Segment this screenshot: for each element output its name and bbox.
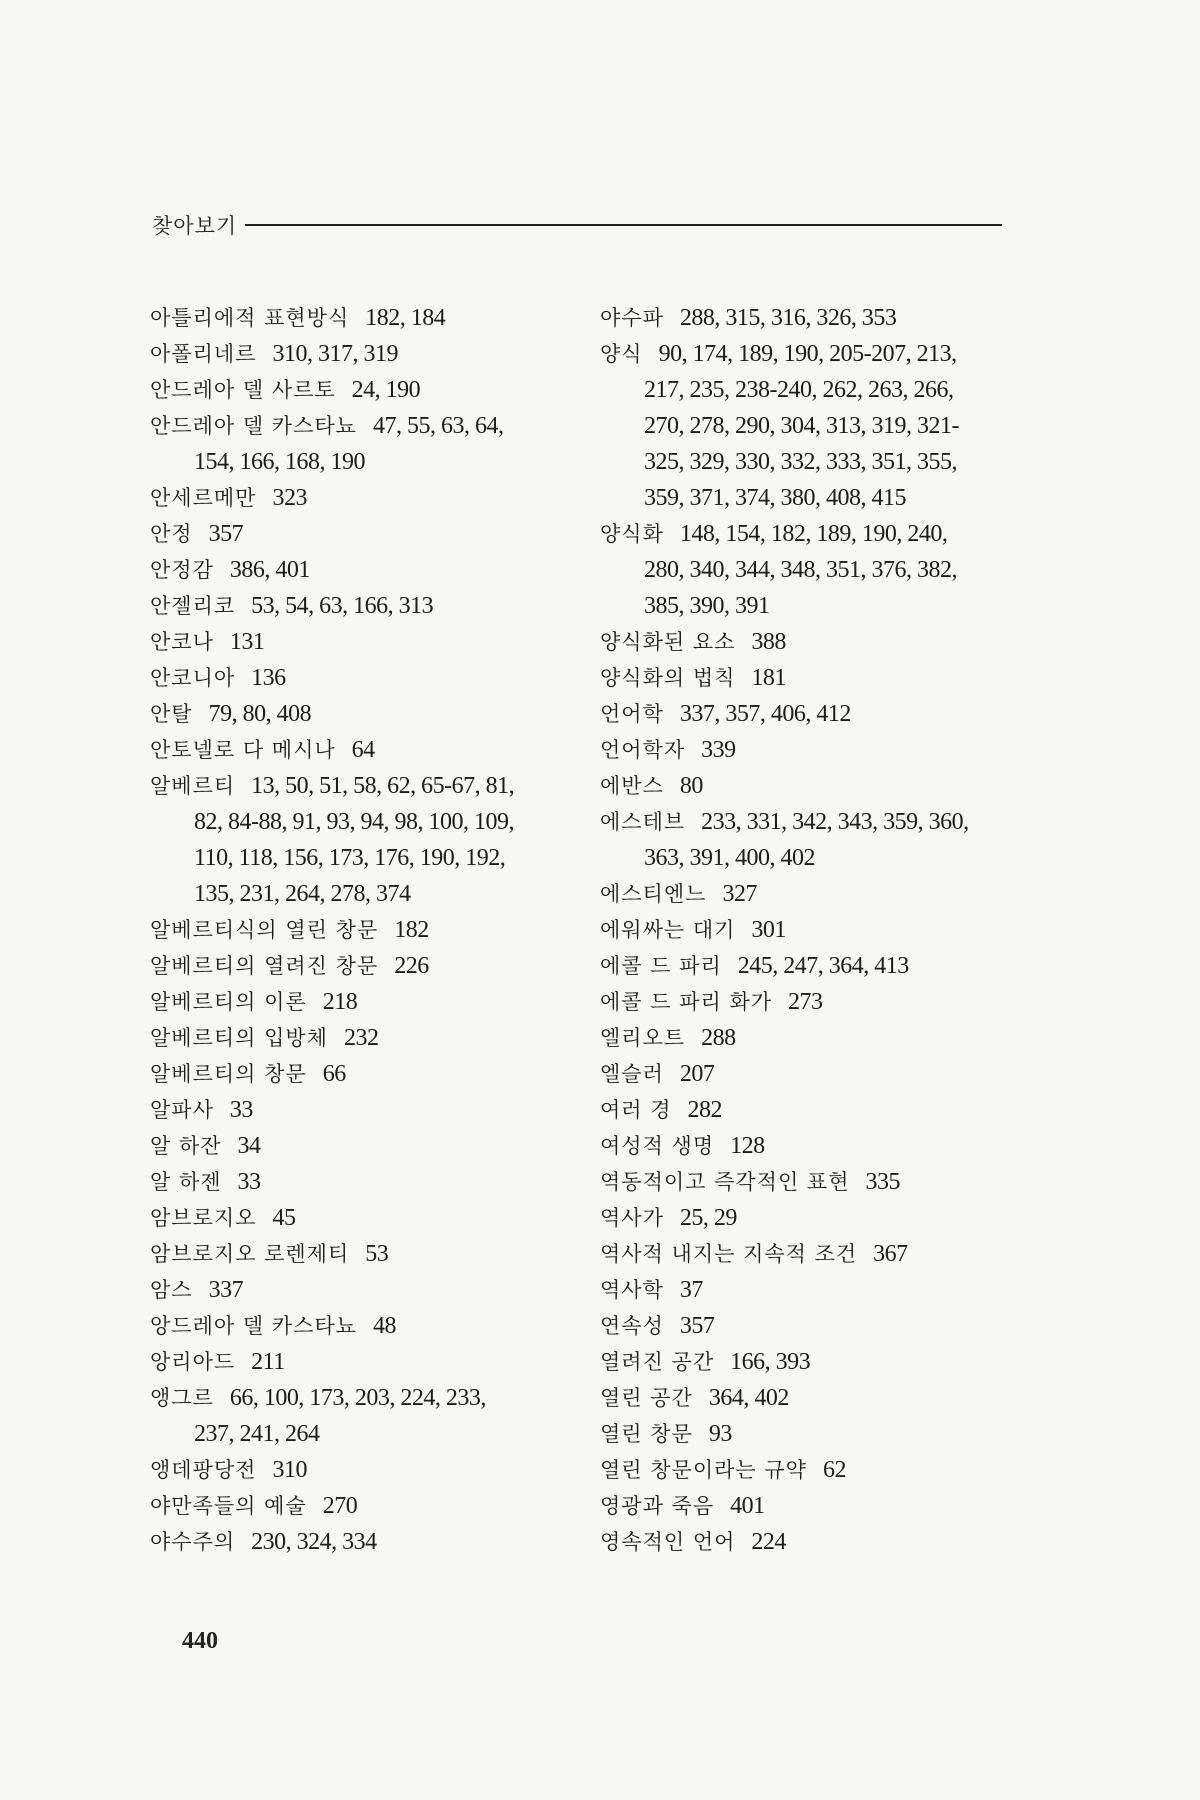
index-entry-continuation-line xyxy=(622,372,1020,408)
index-page-refs: 335 xyxy=(865,1169,900,1195)
index-entry xyxy=(600,1056,1020,1092)
index-page-refs: 388 xyxy=(751,629,786,655)
index-entry xyxy=(150,1020,570,1056)
index-term: 여성적 생명 xyxy=(600,1134,715,1158)
index-entry-first-line xyxy=(150,1452,570,1488)
index-entry-first-line xyxy=(150,1056,570,1092)
index-page-refs: 93 xyxy=(708,1421,732,1447)
index-entry xyxy=(600,1236,1020,1272)
index-page-refs: 62 xyxy=(822,1457,846,1483)
index-term: 안코니아 xyxy=(150,666,236,690)
index-entry xyxy=(600,1452,1020,1488)
index-term: 양식화 xyxy=(600,522,664,546)
index-entry-first-line xyxy=(150,516,570,552)
index-entry xyxy=(150,1056,570,1092)
index-entry-first-line xyxy=(150,300,570,336)
index-term: 양식화된 요소 xyxy=(600,630,736,654)
index-entry xyxy=(150,1524,570,1560)
index-entry xyxy=(150,1164,570,1200)
index-entry xyxy=(150,984,570,1020)
index-entry xyxy=(600,660,1020,696)
index-page-refs: 385, 390, 391 xyxy=(644,593,770,619)
index-page-refs: 325, 329, 330, 332, 333, 351, 355, xyxy=(644,449,957,475)
index-page-refs: 53 xyxy=(365,1241,389,1267)
index-term: 야수주의 xyxy=(150,1530,236,1554)
index-page-refs: 282 xyxy=(687,1097,723,1123)
index-page-refs: 357 xyxy=(679,1313,715,1339)
index-entry-first-line xyxy=(600,1272,1020,1308)
index-entry-first-line xyxy=(150,552,570,588)
index-entry xyxy=(150,660,570,696)
index-entry xyxy=(150,588,570,624)
index-term: 알베르티식의 열린 창문 xyxy=(150,918,379,942)
index-term: 아틀리에적 표현방식 xyxy=(150,306,350,330)
index-entry xyxy=(600,1488,1020,1524)
index-entry-first-line xyxy=(150,336,570,372)
index-term: 에콜 드 파리 xyxy=(600,954,722,978)
index-entry-first-line xyxy=(600,1308,1020,1344)
index-entry-first-line xyxy=(600,1524,1020,1560)
index-term: 암브로지오 xyxy=(150,1206,257,1230)
index-entry-first-line xyxy=(150,984,570,1020)
index-entry-first-line xyxy=(600,984,1020,1020)
index-entry-first-line xyxy=(150,408,570,444)
index-term: 엘슬러 xyxy=(600,1062,664,1086)
index-entry xyxy=(150,1380,570,1452)
index-term: 안정감 xyxy=(150,558,214,582)
index-term: 엘리오트 xyxy=(600,1026,686,1050)
index-entry-first-line xyxy=(150,1344,570,1380)
index-page-refs: 34 xyxy=(237,1133,261,1159)
index-entry xyxy=(600,948,1020,984)
index-page-refs: 82, 84-88, 91, 93, 94, 98, 100, 109, xyxy=(194,809,514,835)
index-entry-first-line xyxy=(600,1092,1020,1128)
index-entry xyxy=(600,1524,1020,1560)
index-page-refs: 90, 174, 189, 190, 205-207, 213, xyxy=(658,341,957,367)
index-term: 열린 창문이라는 규약 xyxy=(600,1458,807,1482)
index-term: 에반스 xyxy=(600,774,664,798)
index-entry-first-line xyxy=(150,1524,570,1560)
index-page-refs: 323 xyxy=(272,485,307,511)
index-entry-first-line xyxy=(150,588,570,624)
index-page-refs: 226 xyxy=(394,953,429,979)
index-page-refs: 131 xyxy=(229,629,265,655)
index-term: 열려진 공간 xyxy=(600,1350,715,1374)
index-page-refs: 337, 357, 406, 412 xyxy=(679,701,851,727)
index-page-refs: 310, 317, 319 xyxy=(272,341,398,367)
index-entry-first-line xyxy=(600,660,1020,696)
index-page-refs: 33 xyxy=(237,1169,261,1195)
index-entry-first-line xyxy=(150,1164,570,1200)
index-page-refs: 301 xyxy=(751,917,786,943)
index-entry-first-line xyxy=(150,660,570,696)
index-entry-first-line xyxy=(150,1236,570,1272)
index-term: 언어학 xyxy=(600,702,664,726)
index-entry-first-line xyxy=(600,696,1020,732)
index-page-refs: 233, 331, 342, 343, 359, 360, xyxy=(701,809,969,835)
index-entry-continuation-line xyxy=(622,444,1020,480)
index-entry xyxy=(600,984,1020,1020)
index-entry-first-line xyxy=(600,1488,1020,1524)
index-term: 알베르티의 이론 xyxy=(150,990,307,1014)
index-entry-first-line xyxy=(150,912,570,948)
index-entry-continuation-line xyxy=(172,804,570,840)
index-page-refs: 135, 231, 264, 278, 374 xyxy=(194,881,411,907)
index-term: 알 하젠 xyxy=(150,1170,222,1194)
index-page-refs: 367 xyxy=(873,1241,908,1267)
index-page-refs: 327 xyxy=(722,881,757,907)
index-entry-continuation-line xyxy=(172,840,570,876)
index-entry-first-line xyxy=(150,372,570,408)
index-entry-first-line xyxy=(150,768,570,804)
index-entry-first-line xyxy=(150,1020,570,1056)
index-entry-first-line xyxy=(150,1272,570,1308)
index-term: 앙드레아 델 카스타뇨 xyxy=(150,1314,357,1338)
index-page-refs: 182, 184 xyxy=(365,305,446,331)
index-entry xyxy=(150,1128,570,1164)
index-entry xyxy=(150,1272,570,1308)
index-entry-first-line xyxy=(600,624,1020,660)
index-page-refs: 66 xyxy=(322,1061,346,1087)
index-entry-first-line xyxy=(600,768,1020,804)
index-page-refs: 80 xyxy=(679,773,703,799)
page-header xyxy=(152,210,1002,240)
index-entry xyxy=(150,1344,570,1380)
index-entry-first-line xyxy=(600,1236,1020,1272)
index-page-refs: 182 xyxy=(394,917,429,943)
index-term: 앵데팡당전 xyxy=(150,1458,257,1482)
index-term: 열린 창문 xyxy=(600,1422,693,1446)
index-page-refs: 237, 241, 264 xyxy=(194,1421,320,1447)
index-entry-first-line xyxy=(600,1200,1020,1236)
index-term: 암스 xyxy=(150,1278,193,1302)
index-entry xyxy=(600,516,1020,624)
index-term: 알베르티의 열려진 창문 xyxy=(150,954,379,978)
index-entry-first-line xyxy=(600,516,1020,552)
index-term: 역사학 xyxy=(600,1278,664,1302)
index-entry-continuation-line xyxy=(622,408,1020,444)
index-page-refs: 13, 50, 51, 58, 62, 65-67, 81, xyxy=(251,773,515,799)
index-entry xyxy=(150,768,570,912)
index-page-refs: 53, 54, 63, 166, 313 xyxy=(251,593,434,619)
index-page-refs: 218 xyxy=(322,989,358,1015)
index-page-refs: 211 xyxy=(251,1349,285,1375)
index-term: 안드레아 델 카스타뇨 xyxy=(150,414,357,438)
index-entry xyxy=(150,912,570,948)
index-page-refs: 310 xyxy=(272,1457,307,1483)
index-entry xyxy=(150,516,570,552)
index-entry xyxy=(150,624,570,660)
index-entry-first-line xyxy=(600,876,1020,912)
index-page-refs: 270, 278, 290, 304, 313, 319, 321- xyxy=(644,413,959,439)
index-page-refs: 224 xyxy=(751,1529,786,1555)
index-entry-first-line xyxy=(150,1308,570,1344)
index-term: 안드레아 델 사르토 xyxy=(150,378,336,402)
index-page-refs: 45 xyxy=(272,1205,296,1231)
index-entry-first-line xyxy=(600,732,1020,768)
index-page-refs: 37 xyxy=(679,1277,703,1303)
index-page-refs: 232 xyxy=(343,1025,379,1051)
index-entry-first-line xyxy=(600,1164,1020,1200)
index-page-refs: 273 xyxy=(788,989,823,1015)
index-page-refs: 47, 55, 63, 64, xyxy=(372,413,504,439)
header-rule xyxy=(245,224,1002,226)
section-title: 찾아보기 xyxy=(152,214,238,238)
index-page-refs: 25, 29 xyxy=(679,1205,737,1231)
index-page-refs: 230, 324, 334 xyxy=(251,1529,377,1555)
index-term: 역사적 내지는 지속적 조건 xyxy=(600,1242,858,1266)
index-entry-continuation-line xyxy=(622,840,1020,876)
index-page-refs: 357 xyxy=(208,521,244,547)
index-entry xyxy=(600,1416,1020,1452)
index-term: 영광과 죽음 xyxy=(600,1494,715,1518)
index-entry-first-line xyxy=(600,1344,1020,1380)
index-page-refs: 339 xyxy=(701,737,736,763)
index-entry-first-line xyxy=(600,912,1020,948)
index-term: 안세르메만 xyxy=(150,486,257,510)
index-term: 야수파 xyxy=(600,306,664,330)
index-term: 언어학자 xyxy=(600,738,686,762)
index-entry xyxy=(600,1200,1020,1236)
index-term: 역동적이고 즉각적인 표현 xyxy=(600,1170,850,1194)
index-page-refs: 79, 80, 408 xyxy=(208,701,312,727)
index-term: 에스티엔느 xyxy=(600,882,707,906)
index-entry xyxy=(150,1200,570,1236)
index-entry xyxy=(600,768,1020,804)
index-page-refs: 24, 190 xyxy=(351,377,421,403)
index-page-refs: 136 xyxy=(251,665,286,691)
index-term: 앵그르 xyxy=(150,1386,214,1410)
index-entry xyxy=(600,624,1020,660)
index-page-refs: 245, 247, 364, 413 xyxy=(737,953,909,979)
index-page-refs: 148, 154, 182, 189, 190, 240, xyxy=(679,521,948,547)
index-page-refs: 359, 371, 374, 380, 408, 415 xyxy=(644,485,906,511)
index-term: 야만족들의 예술 xyxy=(150,1494,307,1518)
index-entry xyxy=(600,696,1020,732)
index-entry xyxy=(150,480,570,516)
index-entry xyxy=(150,948,570,984)
index-entry xyxy=(600,336,1020,516)
index-entry xyxy=(600,1344,1020,1380)
index-entry xyxy=(600,1020,1020,1056)
index-entry-first-line xyxy=(600,1380,1020,1416)
index-entry-continuation-line xyxy=(622,588,1020,624)
index-term: 여러 경 xyxy=(600,1098,672,1122)
index-term: 에스테브 xyxy=(600,810,686,834)
index-entry xyxy=(150,372,570,408)
index-entry-first-line xyxy=(150,732,570,768)
index-entry xyxy=(600,1380,1020,1416)
index-page-refs: 66, 100, 173, 203, 224, 233, xyxy=(229,1385,486,1411)
index-entry-first-line xyxy=(600,1128,1020,1164)
index-entry xyxy=(600,732,1020,768)
index-page-refs: 48 xyxy=(372,1313,396,1339)
index-entry-first-line xyxy=(600,804,1020,840)
index-entry xyxy=(150,300,570,336)
index-term: 양식 xyxy=(600,342,643,366)
index-term: 양식화의 법칙 xyxy=(600,666,736,690)
index-entry xyxy=(150,1488,570,1524)
index-page-refs: 280, 340, 344, 348, 351, 376, 382, xyxy=(644,557,957,583)
index-page-refs: 288, 315, 316, 326, 353 xyxy=(679,305,897,331)
index-entry-first-line xyxy=(600,336,1020,372)
index-entry xyxy=(600,876,1020,912)
index-entry-first-line xyxy=(150,480,570,516)
index-entry-continuation-line xyxy=(622,552,1020,588)
index-entry-first-line xyxy=(600,1416,1020,1452)
index-term: 안코나 xyxy=(150,630,214,654)
index-term: 안탈 xyxy=(150,702,193,726)
index-entry-first-line xyxy=(150,696,570,732)
index-term: 영속적인 언어 xyxy=(600,1530,736,1554)
index-term: 알베르티의 입방체 xyxy=(150,1026,328,1050)
index-entry-continuation-line xyxy=(172,1416,570,1452)
index-entry xyxy=(600,912,1020,948)
index-entry xyxy=(600,1092,1020,1128)
index-page-refs: 33 xyxy=(229,1097,253,1123)
index-entry-continuation-line xyxy=(172,876,570,912)
index-entry xyxy=(150,408,570,480)
index-term: 알파사 xyxy=(150,1098,214,1122)
index-term: 에워싸는 대기 xyxy=(600,918,736,942)
index-entry xyxy=(600,804,1020,876)
index-entry xyxy=(600,1308,1020,1344)
index-term: 열린 공간 xyxy=(600,1386,693,1410)
index-entry xyxy=(150,1452,570,1488)
index-term: 안젤리코 xyxy=(150,594,236,618)
index-page-refs: 337 xyxy=(208,1277,244,1303)
index-page-refs: 217, 235, 238-240, 262, 263, 266, xyxy=(644,377,954,403)
index-page-refs: 386, 401 xyxy=(229,557,310,583)
index-entry-first-line xyxy=(600,1452,1020,1488)
index-entry-first-line xyxy=(600,1056,1020,1092)
index-entry xyxy=(150,696,570,732)
page-number: 440 xyxy=(182,1628,218,1654)
index-entry xyxy=(600,1128,1020,1164)
index-term: 안정 xyxy=(150,522,193,546)
index-term: 역사가 xyxy=(600,1206,664,1230)
index-entry-first-line xyxy=(150,948,570,984)
index-entry xyxy=(150,1092,570,1128)
index-entry xyxy=(150,1236,570,1272)
index-entry xyxy=(150,732,570,768)
index-entry-first-line xyxy=(600,300,1020,336)
index-term: 아폴리네르 xyxy=(150,342,257,366)
index-page-refs: 128 xyxy=(730,1133,765,1159)
index-page-refs: 207 xyxy=(679,1061,715,1087)
index-page-refs: 64 xyxy=(351,737,375,763)
index-column-right xyxy=(600,300,1020,1560)
index-term: 연속성 xyxy=(600,1314,664,1338)
index-term: 알베르티의 창문 xyxy=(150,1062,307,1086)
index-entry xyxy=(150,552,570,588)
index-entry xyxy=(600,300,1020,336)
index-entry-continuation-line xyxy=(622,480,1020,516)
index-entry-first-line xyxy=(150,1128,570,1164)
index-term: 알 하잔 xyxy=(150,1134,222,1158)
index-term: 알베르티 xyxy=(150,774,236,798)
index-term: 암브로지오 로렌제티 xyxy=(150,1242,350,1266)
index-page-refs: 181 xyxy=(751,665,786,691)
index-entry-first-line xyxy=(150,1092,570,1128)
index-page-refs: 166, 393 xyxy=(730,1349,811,1375)
index-page-refs: 110, 118, 156, 173, 176, 190, 192, xyxy=(194,845,506,871)
index-entry-continuation-line xyxy=(172,444,570,480)
index-page-refs: 154, 166, 168, 190 xyxy=(194,449,365,475)
index-page-refs: 270 xyxy=(322,1493,358,1519)
index-entry xyxy=(150,1308,570,1344)
index-term: 안토넬로 다 메시나 xyxy=(150,738,336,762)
index-page-refs: 363, 391, 400, 402 xyxy=(644,845,815,871)
index-entry-first-line xyxy=(150,624,570,660)
index-term: 에콜 드 파리 화가 xyxy=(600,990,773,1014)
index-entry-first-line xyxy=(150,1380,570,1416)
index-term: 앙리아드 xyxy=(150,1350,236,1374)
index-page-refs: 401 xyxy=(730,1493,765,1519)
index-column-left xyxy=(150,300,570,1560)
index-entry-first-line xyxy=(150,1488,570,1524)
index-page-refs: 364, 402 xyxy=(708,1385,789,1411)
index-entry-first-line xyxy=(600,1020,1020,1056)
index-entry xyxy=(600,1164,1020,1200)
index-entry-first-line xyxy=(600,948,1020,984)
index-entry xyxy=(150,336,570,372)
index-entry xyxy=(600,1272,1020,1308)
index-entry-first-line xyxy=(150,1200,570,1236)
index-page-refs: 288 xyxy=(701,1025,736,1051)
